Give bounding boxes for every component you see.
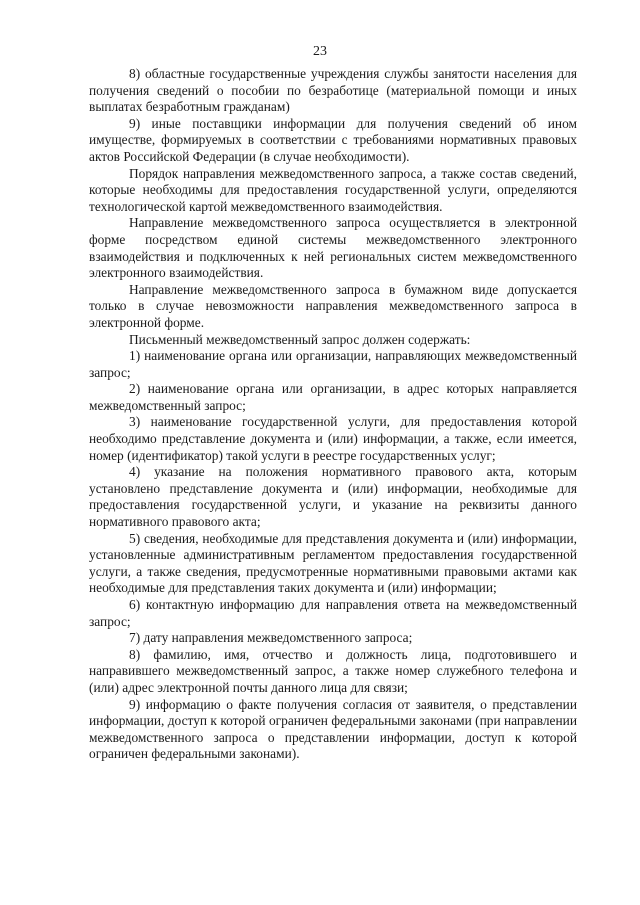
list-item-9: 9) информацию о факте получения согласия от заявителя, о представлении информации, доступ к которой ограничен федеральными законами (при направлении межведомственного запроса о представлении информации, доступ к которой ограничен федеральными законами). bbox=[89, 696, 577, 762]
paragraph-item-8-employment: 8) областные государственные учреждения службы занятости населения для получения сведений о пособии по безработице (материальной помощи и иных выплатах безработным гражданам) bbox=[89, 66, 577, 115]
list-item-5: 5) сведения, необходимые для представления документа и (или) информации, установленные административным регламентом предоставления государственной услуги, а также сведения, предусмотренные нормативными правовыми актами как необходимые для представления таких документа и (или) информации; bbox=[89, 530, 577, 596]
list-item-7: 7) дату направления межведомственного запроса; bbox=[129, 630, 413, 646]
paragraph-request-procedure: Порядок направления межведомственного запроса, а также состав сведений, которые необходимы для предоставления государственной услуги, определяются технологической картой межведомственного взаимодействия. bbox=[89, 165, 577, 214]
paragraph-item-9-other-providers: 9) иные поставщики информации для получения сведений об ином имуществе, формируемых в соответствии с требованиями нормативных правовых актов Российской Федерации (в случае необходимости). bbox=[89, 115, 577, 164]
document-body bbox=[89, 66, 577, 763]
paragraph-electronic-form: Направление межведомственного запроса осуществляется в электронной форме посредством единой системы межведомственного электронного взаимодействия и подключенных к ней региональных систем межведомственного электронного взаимодействия. bbox=[89, 215, 577, 281]
list-item-1: 1) наименование органа или организации, направляющих межведомственный запрос; bbox=[89, 348, 577, 380]
list-item-6: 6) контактную информацию для направления ответа на межведомственный запрос; bbox=[89, 597, 577, 629]
paragraph-request-contents-intro: Письменный межведомственный запрос должен содержать: bbox=[129, 331, 471, 347]
list-item-2: 2) наименование органа или организации, в адрес которых направляется межведомственный запрос; bbox=[89, 381, 577, 413]
page-number: 23 bbox=[313, 44, 327, 59]
paragraph-paper-form: Направление межведомственного запроса в бумажном виде допускается только в случае невозможности направления межведомственного запроса в электронной форме. bbox=[89, 281, 577, 330]
list-item-4: 4) указание на положения нормативного правового акта, которым установлено представление документа и (или) информации, необходимые для предоставления государственной услуги, и указание на реквизиты данного нормативного правового акта; bbox=[89, 464, 577, 530]
list-item-8: 8) фамилию, имя, отчество и должность лица, подготовившего и направившего межведомственный запрос, а также номер служебного телефона и (или) адрес электронной почты данного лица для связи; bbox=[89, 646, 577, 695]
list-item-3: 3) наименование государственной услуги, для предоставления которой необходимо представление документа и (или) информации, а также, если имеется, номер (идентификатор) такой услуги в реестре государственных услуг; bbox=[89, 414, 577, 463]
